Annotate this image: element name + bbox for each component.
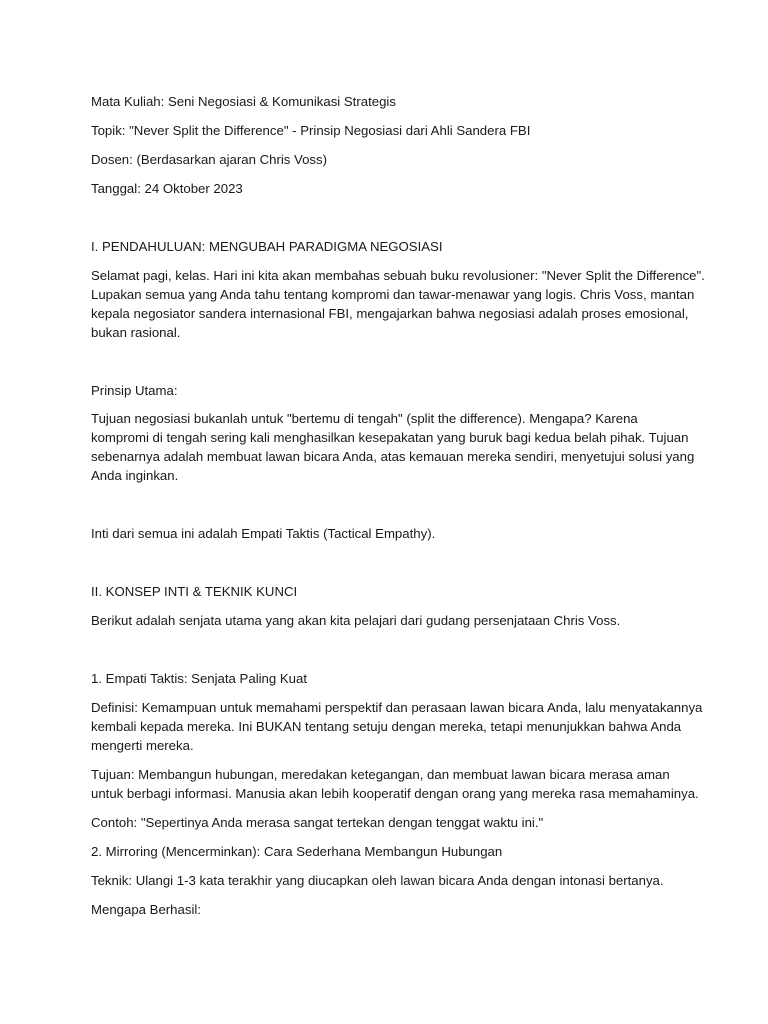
item1-purpose-line: Tujuan: Membangun hubungan, meredakan ketegangan, dan membuat lawan bicara merasa aman	[91, 767, 670, 782]
date-line: Tanggal: 24 Oktober 2023	[91, 181, 243, 196]
principle-paragraph-line: sebenarnya adalah membuat lawan bicara Anda, atas kemauan mereka sendiri, menyetujui solusi yang	[91, 449, 695, 464]
principle-paragraph-line: Anda inginkan.	[91, 468, 179, 483]
intro-paragraph-line: Selamat pagi, kelas. Hari ini kita akan membahas sebuah buku revolusioner: "Never Split the Difference".	[91, 268, 705, 283]
item1-definition-line: Definisi: Kemampuan untuk memahami perspektif dan perasaan lawan bicara Anda, lalu menyatakannya	[91, 700, 703, 715]
item1-example: Contoh: "Sepertinya Anda merasa sangat tertekan dengan tenggat waktu ini."	[91, 815, 544, 830]
section2-heading: II. KONSEP INTI & TEKNIK KUNCI	[91, 584, 298, 599]
intro-paragraph-line: bukan rasional.	[91, 325, 181, 340]
section1-heading: I. PENDAHULUAN: MENGUBAH PARADIGMA NEGOSIASI	[91, 239, 443, 254]
principle-paragraph-line: kompromi di tengah sering kali menghasilkan kesepakatan yang buruk bagi kedua belah pihak. Tujuan	[91, 430, 689, 445]
principle-paragraph-line: Tujuan negosiasi bukanlah untuk "bertemu di tengah" (split the difference). Mengapa? Karena	[91, 411, 638, 426]
item1-title: 1. Empati Taktis: Senjata Paling Kuat	[91, 671, 308, 686]
core-statement: Inti dari semua ini adalah Empati Taktis (Tactical Empathy).	[91, 526, 436, 541]
principle-label: Prinsip Utama:	[91, 383, 178, 398]
item1-purpose-line: untuk berbagi informasi. Manusia akan lebih kooperatif dengan orang yang mereka rasa memahaminya.	[91, 786, 699, 801]
lecturer-line: Dosen: (Berdasarkan ajaran Chris Voss)	[91, 152, 328, 167]
course-line: Mata Kuliah: Seni Negosiasi & Komunikasi Strategis	[91, 94, 396, 109]
section2-intro: Berikut adalah senjata utama yang akan kita pelajari dari gudang persenjataan Chris Voss.	[91, 613, 621, 628]
item1-definition-line: mengerti mereka.	[91, 738, 194, 753]
item1-definition-line: kembali kepada mereka. Ini BUKAN tentang setuju dengan mereka, tetapi menunjukkan bahwa Anda	[91, 719, 682, 734]
item2-technique: Teknik: Ulangi 1-3 kata terakhir yang diucapkan oleh lawan bicara Anda dengan intonasi bertanya.	[91, 873, 664, 888]
item2-title: 2. Mirroring (Mencerminkan): Cara Sederhana Membangun Hubungan	[91, 844, 503, 859]
item2-why-label: Mengapa Berhasil:	[91, 902, 201, 917]
topic-line: Topik: "Never Split the Difference" - Prinsip Negosiasi dari Ahli Sandera FBI	[91, 123, 531, 138]
intro-paragraph-line: kepala negosiator sandera internasional FBI, mengajarkan bahwa negosiasi adalah proses emosional,	[91, 306, 689, 321]
intro-paragraph-line: Lupakan semua yang Anda tahu tentang kompromi dan tawar-menawar yang logis. Chris Voss, mantan	[91, 287, 695, 302]
